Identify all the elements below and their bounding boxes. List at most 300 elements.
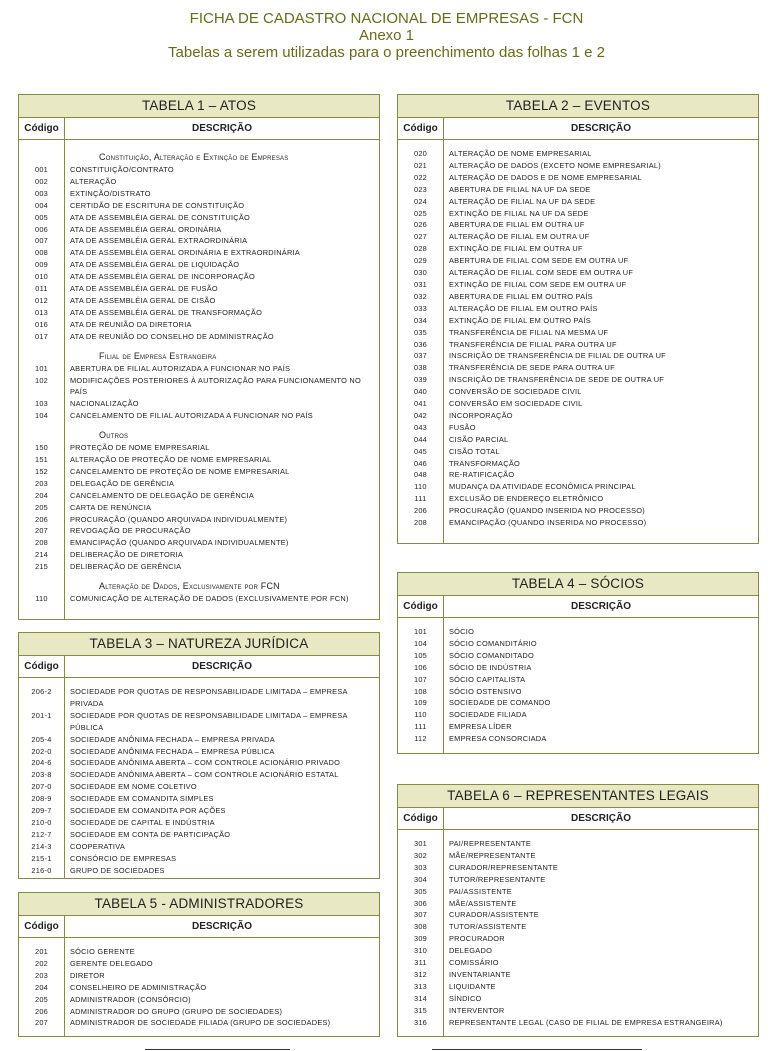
row-description: ATA DE REUNIÃO DA DIRETORIA: [70, 319, 192, 329]
row-description: PROTEÇÃO DE NOME EMPRESARIAL: [70, 443, 210, 453]
table-row: [19, 817, 379, 829]
row-code: 048: [413, 470, 428, 480]
row-description: ALTERAÇÃO DE FILIAL COM SEDE EM OUTRA UF: [449, 268, 634, 278]
row-description: PROCURAÇÃO (QUANDO INSERIDA NO PROCESSO): [449, 506, 646, 516]
table-row: [398, 686, 758, 698]
row-description: EMPRESA CONSORCIADA: [449, 734, 547, 744]
row-description: PROCURADOR: [449, 934, 505, 944]
table-row: [398, 219, 758, 231]
row-description: DELEGAÇÃO DE GERÊNCIA: [70, 478, 175, 488]
row-code: 013: [34, 307, 49, 317]
row-description: REPRESENTANTE LEGAL (CASO DE FILIAL DE EMPRESA ESTRANGEIRA): [449, 1017, 723, 1027]
table-row: [19, 454, 379, 466]
row-description: TRANSFERÊNCIA DE FILIAL PARA OUTRA UF: [449, 339, 617, 349]
row-code: 025: [413, 208, 428, 218]
table-row: [398, 993, 758, 1005]
row-description: CONSELHEIRO DE ADMINISTRAÇÃO: [70, 982, 207, 992]
table-row: [19, 295, 379, 307]
row-description: ATA DE ASSEMBLÉIA GERAL DE INCORPORAÇÃO: [70, 272, 255, 282]
table-row: [19, 200, 379, 212]
table-6-representantes-legais: [397, 784, 759, 1037]
signature-line: [145, 1049, 290, 1050]
column-header: [398, 596, 758, 618]
row-code: 152: [34, 466, 49, 476]
table-row: [398, 231, 758, 243]
table-row: [398, 481, 758, 493]
row-code: 210-0: [31, 817, 52, 827]
row-description: COOPERATIVA: [70, 841, 126, 851]
signature-line: [432, 1049, 642, 1050]
row-code: 303: [413, 862, 428, 872]
row-code: 207-0: [31, 782, 52, 792]
table-row: [398, 638, 758, 650]
table-row: [19, 841, 379, 853]
row-description: CONVERSÃO DE SOCIEDADE CIVIL: [449, 387, 582, 397]
row-code: 002: [34, 176, 49, 186]
row-description: ALTERAÇÃO DE PROTEÇÃO DE NOME EMPRESARIAL: [70, 455, 272, 465]
row-code: 029: [413, 256, 428, 266]
table-row: [398, 733, 758, 745]
row-code: 209-7: [31, 806, 52, 816]
row-description: ALTERAÇÃO DE DADOS E DE NOME EMPRESARIAL: [449, 172, 643, 182]
table-row: [19, 363, 379, 375]
table-row: [398, 662, 758, 674]
row-description: MUDANÇA DA ATIVIDADE ECONÔMICA PRINCIPAL: [449, 482, 636, 492]
table-row: [398, 303, 758, 315]
table-row: [19, 829, 379, 841]
row-description: CONSÓRCIO DE EMPRESAS: [70, 853, 177, 863]
row-code: 208-9: [31, 794, 52, 804]
row-description: EXTINÇÃO DE FILIAL EM OUTRO PAÍS: [449, 315, 591, 325]
row-description: GRUPO DE SOCIEDADES: [70, 865, 165, 875]
table-row: [398, 469, 758, 481]
table-row: [398, 709, 758, 721]
row-code: 037: [413, 351, 428, 361]
table-row: [398, 148, 758, 160]
row-description: EXTINÇÃO DE FILIAL NA UF DA SEDE: [449, 208, 589, 218]
row-description: TUTOR/REPRESENTANTE: [449, 874, 546, 884]
row-code: 201-1: [31, 710, 52, 720]
col-codigo: Código: [398, 808, 444, 829]
table-row: [398, 505, 758, 517]
table-row: [398, 909, 758, 921]
row-description: ATA DE REUNIÃO DO CONSELHO DE ADMINISTRAÇÃO: [70, 331, 274, 341]
row-code: 006: [34, 224, 49, 234]
row-description: ABERTURA DE FILIAL AUTORIZADA A FUNCIONAR NO PAÍS: [70, 363, 291, 373]
row-code: 214-3: [31, 841, 52, 851]
table-title: TABELA 5 - ADMINISTRADORES: [19, 893, 379, 916]
row-code: 028: [413, 244, 428, 254]
row-description: PROCURAÇÃO (QUANDO ARQUIVADA INDIVIDUALMENTE): [70, 514, 288, 524]
table-row: [398, 291, 758, 303]
row-description: SÓCIO: [449, 627, 475, 636]
row-description: TUTOR/ASSISTENTE: [449, 922, 527, 932]
row-code: 044: [413, 434, 428, 444]
table-row: [398, 172, 758, 184]
row-code: 202: [34, 958, 49, 968]
table-row: [398, 933, 758, 945]
row-code: 040: [413, 387, 428, 397]
page-subtitle: Anexo 1: [358, 27, 415, 44]
row-description: RE-RATIFICAÇÃO: [449, 470, 515, 480]
table-row: [398, 327, 758, 339]
col-descricao: DESCRIÇÃO: [191, 123, 252, 134]
row-code: 004: [34, 200, 49, 210]
row-code: 307: [413, 910, 428, 920]
row-code: 023: [413, 184, 428, 194]
row-code: 315: [413, 1005, 428, 1015]
row-code: 206: [34, 514, 49, 524]
row-code: 027: [413, 232, 428, 242]
table-title: TABELA 1 – ATOS: [19, 95, 379, 118]
row-description: ABERTURA DE FILIAL COM SEDE EM OUTRA UF: [449, 256, 629, 266]
row-description: REVOGAÇÃO DE PROCURAÇÃO: [70, 526, 191, 536]
row-code: 301: [413, 839, 428, 848]
row-code: 001: [34, 165, 49, 174]
row-description: CANCELAMENTO DE DELEGAÇÃO DE GERÊNCIA: [70, 490, 255, 500]
row-code: 302: [413, 850, 428, 860]
row-description: COMUNICAÇÃO DE ALTERAÇÃO DE DADOS (EXCLUSIVAMENTE POR FCN): [70, 594, 349, 604]
table-5-administradores: [18, 892, 380, 1037]
table-row: [19, 946, 379, 958]
row-description: ATA DE ASSEMBLÉIA GERAL DE TRANSFORMAÇÃO: [70, 307, 263, 317]
row-code: 102: [34, 375, 49, 385]
row-description: ADMINISTRADOR DO GRUPO (GRUPO DE SOCIEDADES): [70, 1006, 283, 1016]
table-row: [19, 982, 379, 994]
table-row: [398, 386, 758, 398]
row-description: DELIBERAÇÃO DE GERÊNCIA: [70, 562, 182, 572]
section-heading: Outros: [99, 430, 129, 441]
row-description: SOCIEDADE ANÔNIMA FECHADA – EMPRESA PÚBLICA: [70, 746, 275, 756]
row-description: ATA DE ASSEMBLÉIA GERAL DE CONSTITUIÇÃO: [70, 212, 251, 222]
table-row: [398, 969, 758, 981]
row-description: SOCIEDADE EM CONTA DE PARTICIPAÇÃO: [70, 829, 231, 839]
table-row: [398, 957, 758, 969]
row-description: SÓCIO COMANDITADO: [449, 650, 535, 660]
row-description: CERTIDÃO DE ESCRITURA DE CONSTITUIÇÃO: [70, 200, 245, 210]
page-title: FICHA DE CADASTRO NACIONAL DE EMPRESAS - FCN: [189, 10, 584, 27]
row-description: SÓCIO CAPITALISTA: [449, 674, 526, 684]
row-code: 108: [413, 686, 428, 696]
row-code: 101: [34, 363, 49, 373]
row-description: INCORPORAÇÃO: [449, 410, 513, 420]
row-code: 205-4: [31, 734, 52, 744]
row-code: 206-2: [31, 687, 52, 696]
row-description: EXCLUSÃO DE ENDEREÇO ELETRÔNICO: [449, 494, 604, 504]
row-code: 215-1: [31, 853, 52, 863]
table-row: [19, 398, 379, 410]
row-code: 208: [34, 538, 49, 548]
table-row: [19, 375, 379, 399]
row-code: 306: [413, 898, 428, 908]
row-description: NACIONALIZAÇÃO: [70, 399, 139, 409]
table-row: [19, 259, 379, 271]
row-description: ADMINISTRADOR (CONSÓRCIO): [70, 994, 191, 1004]
row-description: ADMINISTRADOR DE SOCIEDADE FILIADA (GRUPO DE SOCIEDADES): [70, 1018, 331, 1028]
row-code: 212-7: [31, 829, 52, 839]
row-code: 034: [413, 315, 428, 325]
row-code: 204-6: [31, 758, 52, 768]
table-row: [398, 208, 758, 220]
row-code: 016: [34, 319, 49, 329]
col-codigo: Código: [19, 916, 65, 937]
table-row: [19, 853, 379, 865]
row-description: MÃE/REPRESENTANTE: [449, 850, 536, 860]
table-row: [19, 769, 379, 781]
table-row: [398, 697, 758, 709]
row-description: DELEGADO: [449, 946, 493, 956]
table-row: [19, 1006, 379, 1018]
table-title: TABELA 2 – EVENTOS: [398, 95, 758, 118]
row-code: 111: [414, 494, 427, 504]
row-code: 039: [413, 375, 428, 385]
row-code: 207: [34, 526, 49, 536]
row-description: TRANSFORMAÇÃO: [449, 458, 520, 468]
row-description: CONVERSÃO EM SOCIEDADE CIVIL: [449, 399, 583, 409]
col-codigo: Código: [19, 656, 65, 677]
row-code: 203: [34, 478, 49, 488]
row-description: CANCELAMENTO DE FILIAL AUTORIZADA A FUNCIONAR NO PAÍS: [70, 411, 313, 421]
row-description: SOCIEDADE ANÔNIMA ABERTA – COM CONTROLE ACIONÁRIO ESTATAL: [70, 770, 339, 780]
table-row: [398, 898, 758, 910]
table-row: [398, 362, 758, 374]
row-description: INSCRIÇÃO DE TRANSFERÊNCIA DE SEDE DE OUTRA UF: [449, 375, 665, 385]
row-code: 151: [34, 455, 49, 465]
row-code: 032: [413, 291, 428, 301]
row-code: 045: [413, 446, 428, 456]
row-description: ALTERAÇÃO DE FILIAL EM OUTRA UF: [449, 232, 590, 242]
col-codigo: Código: [19, 118, 65, 139]
row-code: 311: [414, 958, 427, 968]
row-description: ABERTURA DE FILIAL EM OUTRO PAÍS: [449, 291, 593, 301]
row-description: ATA DE ASSEMBLÉIA GERAL DE LIQUIDAÇÃO: [70, 260, 240, 270]
row-description: CARTA DE RENÚNCIA: [70, 502, 152, 512]
row-code: 206: [413, 506, 428, 516]
table-row: [398, 674, 758, 686]
row-code: 106: [413, 662, 428, 672]
row-description: MODIFICAÇÕES POSTERIORES À AUTORIZAÇÃO PARA FUNCIONAMENTO NO PAÍS: [70, 375, 361, 397]
row-code: 011: [35, 284, 48, 294]
row-code: 305: [413, 886, 428, 896]
row-code: 036: [413, 339, 428, 349]
row-code: 103: [34, 399, 49, 409]
row-code: 313: [413, 981, 428, 991]
table-title: TABELA 6 – REPRESENTANTES LEGAIS: [398, 785, 758, 808]
table-row: [398, 279, 758, 291]
row-code: 105: [413, 650, 428, 660]
row-code: 109: [413, 698, 428, 708]
table-row: [19, 164, 379, 176]
row-description: ALTERAÇÃO: [70, 176, 117, 186]
table-title: TABELA 3 – NATUREZA JURÍDICA: [19, 633, 379, 656]
table-row: [398, 721, 758, 733]
row-code: 310: [413, 946, 428, 956]
table-row: [19, 319, 379, 331]
row-description: EXTINÇÃO/DISTRATO: [70, 188, 151, 198]
table-row: [19, 970, 379, 982]
row-code: 203: [34, 970, 49, 980]
row-description: CISÃO PARCIAL: [449, 434, 509, 444]
row-description: EXTINÇÃO DE FILIAL COM SEDE EM OUTRA UF: [449, 279, 627, 289]
row-code: 041: [413, 399, 428, 409]
table-row: [19, 549, 379, 561]
table-row: [398, 374, 758, 386]
row-code: 003: [34, 188, 49, 198]
row-code: 309: [413, 934, 428, 944]
row-code: 202-0: [31, 746, 52, 756]
table-row: [398, 422, 758, 434]
table-row: [19, 994, 379, 1006]
row-code: 208: [413, 518, 428, 528]
col-descricao: DESCRIÇÃO: [570, 813, 631, 824]
table-row: [19, 958, 379, 970]
row-code: 207: [34, 1018, 49, 1028]
table-row: [19, 514, 379, 526]
table-row: [398, 493, 758, 505]
column-header: [19, 916, 379, 938]
row-code: 035: [413, 327, 428, 337]
table-row: [19, 593, 379, 605]
table-row: [19, 793, 379, 805]
table-row: [19, 283, 379, 295]
row-code: 009: [34, 260, 49, 270]
table-row: [398, 315, 758, 327]
table-row: [19, 466, 379, 478]
table-row: [398, 458, 758, 470]
column-header: [398, 808, 758, 830]
row-code: 101: [413, 627, 428, 636]
table-row: [19, 442, 379, 454]
row-code: 104: [413, 638, 428, 648]
table-row: [19, 561, 379, 573]
col-codigo: Código: [398, 596, 444, 617]
row-description: EMANCIPAÇÃO (QUANDO ARQUIVADA INDIVIDUALMENTE): [70, 538, 289, 548]
table-row: [398, 1005, 758, 1017]
row-description: ABERTURA DE FILIAL NA UF DA SEDE: [449, 184, 591, 194]
table-row: [19, 1017, 379, 1029]
row-description: GERENTE DELEGADO: [70, 958, 153, 968]
row-description: MÃE/ASSISTENTE: [449, 898, 517, 908]
row-code: 205: [34, 994, 49, 1004]
table-row: [19, 188, 379, 200]
row-description: EMPRESA LÍDER: [449, 722, 512, 732]
row-code: 316: [413, 1017, 428, 1027]
table-row: [398, 850, 758, 862]
col-descricao: DESCRIÇÃO: [191, 661, 252, 672]
table-row: [19, 307, 379, 319]
table-row: [398, 838, 758, 850]
row-code: 008: [34, 248, 49, 258]
table-row: [398, 243, 758, 255]
row-code: 031: [413, 279, 428, 289]
row-description: LIQUIDANTE: [449, 981, 496, 991]
row-code: 204: [34, 490, 49, 500]
table-title: TABELA 4 – SÓCIOS: [398, 573, 758, 596]
table-row: [398, 862, 758, 874]
row-description: EXTINÇÃO DE FILIAL EM OUTRA UF: [449, 244, 583, 254]
row-code: 026: [413, 220, 428, 230]
row-description: INSCRIÇÃO DE TRANSFERÊNCIA DE FILIAL DE OUTRA UF: [449, 351, 666, 361]
row-code: 215: [34, 562, 49, 572]
table-row: [19, 525, 379, 537]
row-description: SÓCIO DE INDÚSTRIA: [449, 662, 532, 672]
row-description: PAI/REPRESENTANTE: [449, 839, 532, 848]
table-row: [19, 781, 379, 793]
table-4-socios: [397, 572, 759, 754]
row-description: INTERVENTOR: [449, 1005, 505, 1015]
row-description: SOCIEDADE EM NOME COLETIVO: [70, 782, 197, 792]
row-description: SÓCIO OSTENSIVO: [449, 686, 522, 696]
row-description: SÓCIO GERENTE: [70, 947, 135, 956]
row-description: SOCIEDADE EM COMANDITA POR AÇÕES: [70, 806, 226, 816]
row-code: 111: [414, 722, 427, 732]
row-code: 043: [413, 422, 428, 432]
row-code: 020: [413, 149, 428, 158]
row-code: 042: [413, 410, 428, 420]
column-header: [398, 118, 758, 140]
table-row: [19, 410, 379, 422]
table-row: [398, 626, 758, 638]
row-description: PAI/ASSISTENTE: [449, 886, 512, 896]
row-code: 104: [34, 411, 49, 421]
row-description: DELIBERAÇÃO DE DIRETORIA: [70, 550, 184, 560]
table-row: [19, 212, 379, 224]
row-code: 110: [414, 710, 427, 720]
row-description: ALTERAÇÃO DE DADOS (EXCETO NOME EMPRESARIAL): [449, 160, 661, 170]
row-code: 206: [34, 1006, 49, 1016]
row-description: TRANSFERÊNCIA DE FILIAL NA MESMA UF: [449, 327, 609, 337]
table-row: [19, 502, 379, 514]
table-row: [19, 686, 379, 710]
table-row: [398, 196, 758, 208]
row-code: 312: [413, 969, 428, 979]
row-description: SOCIEDADE EM COMANDITA SIMPLES: [70, 794, 214, 804]
row-description: ATA DE ASSEMBLÉIA GERAL DE CISÃO: [70, 295, 216, 305]
table-3-natureza-juridica: [18, 632, 380, 879]
col-descricao: DESCRIÇÃO: [570, 123, 631, 134]
row-code: 150: [34, 443, 49, 453]
row-description: ALTERAÇÃO DE FILIAL EM OUTRO PAÍS: [449, 303, 598, 313]
row-description: ATA DE ASSEMBLÉIA GERAL ORDINÁRIA E EXTRAORDINÁRIA: [70, 248, 301, 258]
row-code: 007: [34, 236, 49, 246]
table-row: [19, 734, 379, 746]
table-row: [398, 921, 758, 933]
row-description: TRANSFERÊNCIA DE SEDE PARA OUTRA UF: [449, 363, 615, 373]
row-code: 005: [34, 212, 49, 222]
col-codigo: Código: [398, 118, 444, 139]
section-heading: Alteração de Dados, Exclusivamente por FCN: [99, 581, 280, 592]
row-code: 214: [34, 550, 49, 560]
table-row: [398, 886, 758, 898]
row-code: 216-0: [31, 865, 52, 875]
row-description: SÓCIO COMANDITÁRIO: [449, 638, 537, 648]
row-description: SOCIEDADE ANÔNIMA FECHADA – EMPRESA PRIVADA: [70, 734, 275, 744]
row-code: 110: [414, 482, 427, 492]
row-code: 112: [414, 734, 427, 744]
section-heading: Filial de Empresa Estrangeira: [99, 350, 217, 361]
row-code: 033: [413, 303, 428, 313]
row-code: 017: [34, 331, 49, 341]
row-code: 024: [413, 196, 428, 206]
row-description: SÍNDICO: [449, 993, 482, 1003]
row-description: ALTERAÇÃO DE NOME EMPRESARIAL: [449, 149, 592, 158]
table-row: [19, 331, 379, 343]
col-descricao: DESCRIÇÃO: [191, 921, 252, 932]
table-row: [398, 434, 758, 446]
table-row: [398, 160, 758, 172]
table-row: [398, 945, 758, 957]
table-row: [398, 339, 758, 351]
